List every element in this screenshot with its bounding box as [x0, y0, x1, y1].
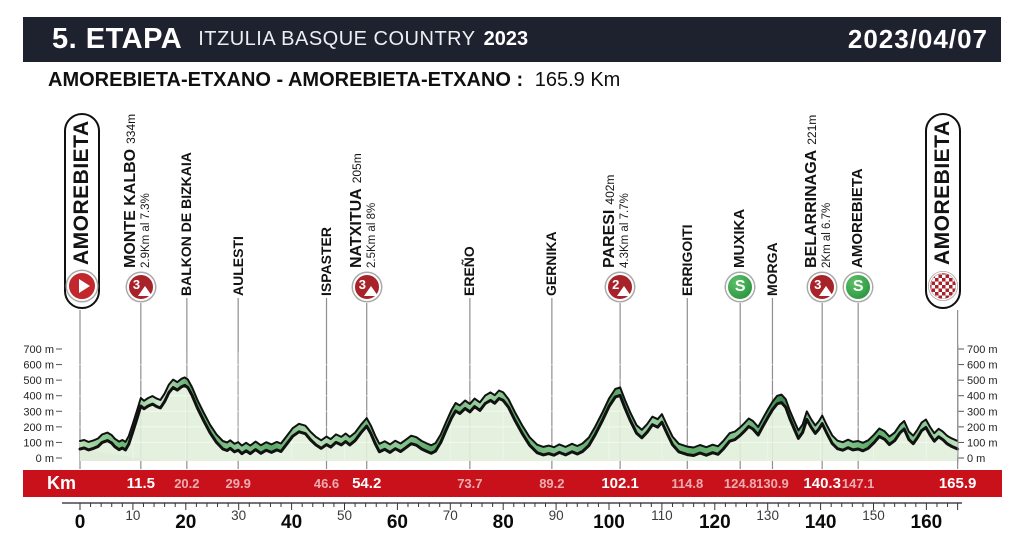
y-axis-right-label: 100 m	[967, 437, 998, 450]
km-marker-147.1: 147.1	[841, 476, 875, 491]
x-axis-tick-label: 30	[231, 508, 247, 523]
km-marker-114.8: 114.8	[671, 476, 704, 491]
waypoint-label-sprint-muxika: MUXIKA	[731, 208, 749, 268]
x-axis-tick-label: 160	[910, 512, 943, 533]
climb-cat3-icon-climb-monte-kalbo	[127, 273, 155, 301]
y-axis-right-label: 400 m	[967, 390, 998, 403]
waypoint-label-climb-monte-kalbo	[122, 114, 153, 268]
waypoint-label-town-balkon-de-bizkaia: BALKON DE BIZKAIA	[178, 152, 195, 296]
x-axis-tick-label: 70	[442, 508, 458, 523]
x-axis-tick-label: 150	[862, 508, 885, 523]
km-axis-label: Km	[47, 473, 77, 493]
km-marker-89.2: 89.2	[539, 476, 565, 491]
climb-length-gradient: 2.9Km al 7.3%	[139, 193, 152, 268]
km-marker-140.3: 140.3	[803, 475, 841, 492]
climb-length-gradient: 2.5Km al 8%	[365, 202, 378, 268]
x-axis-tick-label: 10	[125, 508, 141, 523]
waypoint-label-town-morga: MORGA	[763, 242, 780, 296]
climb-cat3-icon-climb-belarrinaga	[808, 273, 836, 301]
mountain-icon	[617, 286, 631, 296]
y-axis-left-label: 600 m	[23, 359, 54, 372]
waypoint-label-town-errigoiti: ERRIGOITI	[678, 224, 695, 296]
x-axis-tick-label: 140	[804, 512, 837, 533]
climb-length-gradient: 4.3Km al 7.7%	[619, 193, 632, 268]
sprint-icon-sprint-muxika: S	[726, 273, 754, 301]
play-triangle-icon	[79, 279, 90, 293]
y-axis-right-label: 600 m	[967, 359, 998, 372]
climb-name: NATXITUA205m	[347, 153, 365, 268]
climb-category: 2	[612, 277, 620, 292]
km-marker-73.7: 73.7	[457, 476, 483, 491]
mountain-icon	[138, 286, 152, 296]
km-marker-54.2: 54.2	[352, 475, 382, 492]
y-axis-left-label: 300 m	[23, 406, 54, 419]
km-distance-bar	[23, 470, 1002, 497]
climb-cat2-icon-climb-paresi	[606, 273, 634, 301]
km-marker-130.9: 130.9	[756, 476, 789, 491]
y-axis-left-label: 500 m	[23, 375, 54, 388]
climb-name: BELARRINAGA221m	[803, 114, 821, 268]
y-axis-left-label: 700 m	[23, 344, 54, 357]
race-year: 2023	[483, 28, 529, 50]
km-marker-124.8: 124.8	[723, 476, 757, 491]
km-marker-165.9: 165.9	[938, 475, 977, 492]
climb-altitude: 402m	[603, 174, 618, 205]
waypoint-label-town-ispaster: ISPASTER	[318, 227, 334, 296]
x-axis-tick-label: 120	[698, 512, 731, 533]
stage-date: 2023/04/07	[847, 24, 988, 54]
climb-cat3-icon-climb-natxitua	[353, 273, 381, 301]
climb-altitude: 334m	[123, 113, 138, 144]
waypoint-label-sprint-amorebieta: AMOREBIETA	[849, 168, 867, 268]
stage-title: 5. ETAPA	[52, 23, 183, 55]
km-marker-11.5: 11.5	[126, 475, 156, 492]
y-axis-right-label: 300 m	[967, 406, 998, 419]
km-marker-102.1: 102.1	[601, 475, 639, 492]
x-axis-tick-label: 80	[492, 512, 514, 533]
sprint-icon-sprint-amorebieta: S	[844, 273, 872, 301]
finish-checkered-icon	[928, 271, 958, 301]
climb-altitude: 221m	[805, 114, 820, 145]
y-axis-right-label: 200 m	[967, 421, 998, 434]
km-marker-20.2: 20.2	[174, 476, 200, 491]
route-distance: 165.9 Km	[534, 69, 621, 91]
km-marker-29.9: 29.9	[225, 476, 251, 491]
climb-altitude: 205m	[349, 153, 364, 184]
y-axis-left-label: 100 m	[23, 437, 54, 450]
x-axis-tick-label: 60	[386, 512, 408, 533]
climb-category: 3	[814, 277, 822, 292]
waypoint-label-town-aulesti: AULESTI	[229, 236, 246, 296]
x-axis-tick-label: 20	[175, 512, 197, 533]
start-label: AMOREBIETA	[70, 120, 93, 265]
waypoint-label-town-ereño: EREÑO	[461, 246, 478, 296]
waypoint-label-climb-belarrinaga	[803, 115, 834, 268]
start-icon	[67, 271, 97, 301]
waypoint-label-climb-paresi	[601, 175, 632, 268]
mountain-icon	[364, 286, 378, 296]
climb-category: 3	[132, 277, 141, 292]
x-axis-tick-label: 110	[651, 508, 673, 523]
race-name: ITZULIA BASQUE COUNTRY	[198, 28, 476, 50]
y-axis-left-label: 400 m	[23, 390, 54, 403]
waypoint-label-town-gernika: GERNIKA	[543, 231, 560, 296]
checkered-flag-icon	[928, 271, 958, 301]
climb-name: MONTE KALBO334m	[121, 113, 139, 268]
finish-label: AMOREBIETA	[930, 120, 954, 265]
y-axis-left-label: 200 m	[23, 421, 54, 434]
mountain-icon	[819, 286, 833, 296]
km-marker-46.6: 46.6	[313, 476, 340, 491]
x-axis-tick-label: 50	[336, 508, 353, 523]
x-axis-tick-label: 130	[756, 508, 779, 523]
x-axis-tick-label: 100	[593, 512, 625, 533]
climb-name: PARESI402m	[601, 174, 619, 268]
y-axis-left-label: 0 m	[35, 453, 54, 465]
route-names: AMOREBIETA-ETXANO - AMOREBIETA-ETXANO :	[48, 69, 524, 91]
climb-length-gradient: 2Km al 6.7%	[821, 202, 834, 268]
y-axis-right-label: 0 m	[967, 453, 986, 465]
waypoint-label-climb-natxitua	[348, 153, 379, 268]
y-axis-right-label: 700 m	[967, 344, 998, 357]
climb-category: 3	[358, 277, 366, 292]
x-axis-tick-label: 40	[281, 512, 303, 533]
x-axis-tick-label: 0	[74, 512, 86, 533]
x-axis-tick-label: 90	[548, 508, 564, 523]
y-axis-right-label: 500 m	[967, 375, 998, 388]
